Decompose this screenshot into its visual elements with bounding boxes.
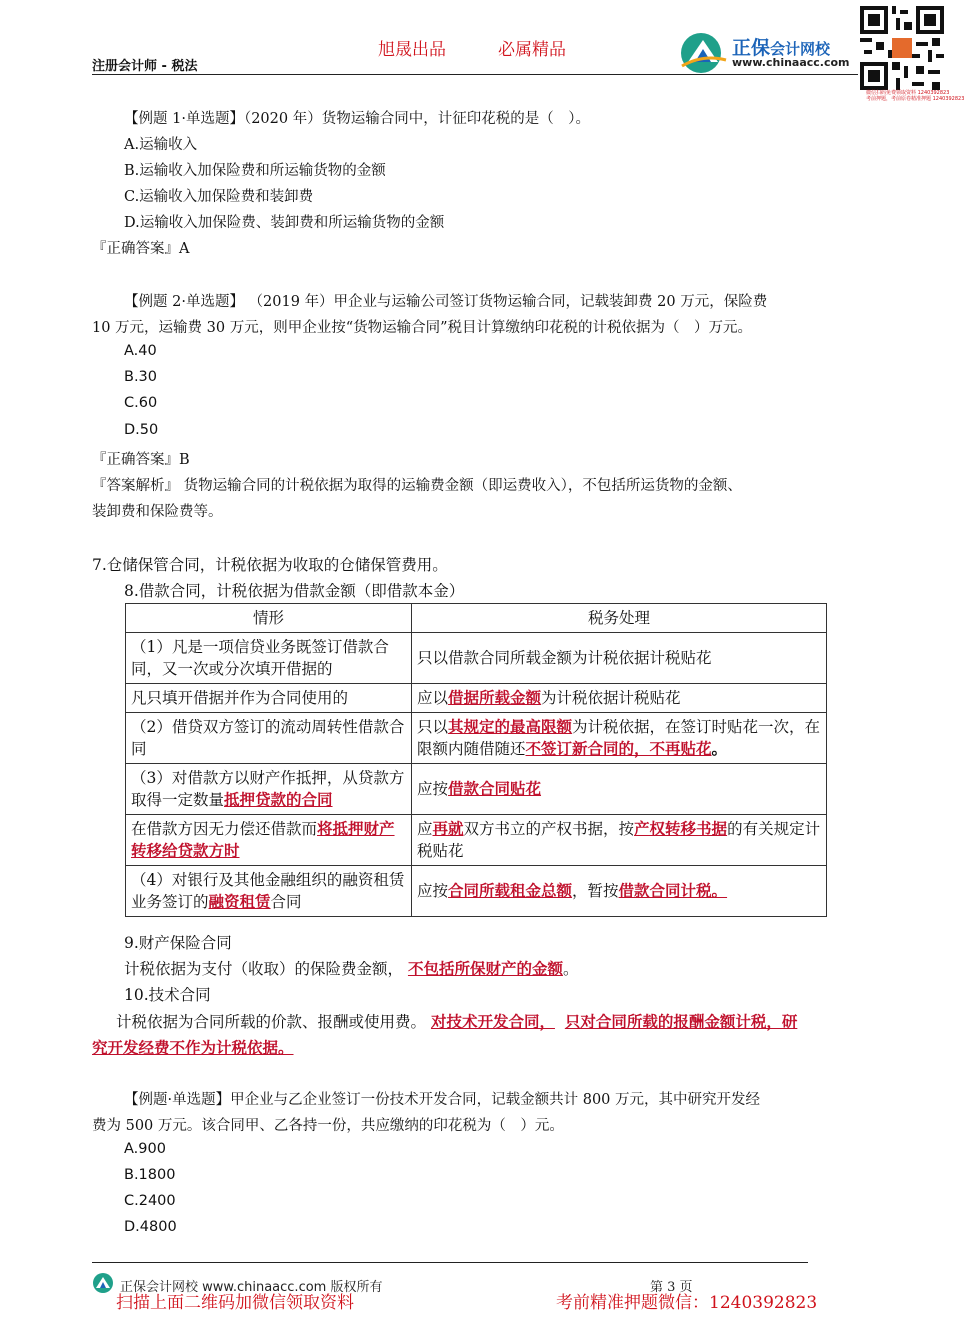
section-10-title: 10.技术合同	[124, 986, 211, 1004]
section-7: 7.仓储保管合同，计税依据为收取的仓储保管费用。	[92, 556, 448, 574]
q3-option-a: A.900	[124, 1141, 166, 1157]
table-header-row	[126, 604, 827, 633]
q2-option-a: A.40	[124, 343, 157, 359]
q3-option-d: D.4800	[124, 1219, 177, 1235]
table-row	[126, 815, 827, 866]
table-row	[126, 713, 827, 764]
table-cell: 只以借款合同所载金额为计税依据计税贴花	[412, 633, 827, 684]
page-number: 第 3 页	[650, 1280, 693, 1295]
q3-title-line1: 【例题·单选题】甲企业与乙企业签订一份技术开发合同，记载金额共计 800 万元，其中研究开发经	[124, 1092, 760, 1108]
footer-divider	[92, 1262, 808, 1263]
table-cell: 应再就双方书立的产权书据，按产权转移书据的有关规定计税贴花	[412, 815, 827, 866]
q2-analysis-line2: 装卸费和保险费等。	[92, 504, 223, 520]
chinaacc-logo-icon	[678, 30, 728, 76]
q1-title: 【例题 1·单选题】（2020 年）货物运输合同中，计征印花税的是（ ）。	[124, 111, 590, 127]
q2-option-c: C.60	[124, 395, 158, 411]
table-row	[126, 633, 827, 684]
q1-option-c: C.运输收入加保险费和装卸费	[124, 189, 314, 205]
table-header-situation: 情形	[126, 604, 412, 633]
q1-answer: 『正确答案』A	[92, 241, 190, 257]
table-cell: 只以其规定的最高限额为计税依据，在签订时贴花一次，在限额内随借随还不签订新合同的，不再贴花。	[412, 713, 827, 764]
footer-copyright: 正保会计网校 www.chinaacc.com 版权所有	[120, 1280, 383, 1295]
table-row	[126, 866, 827, 917]
qr-note: 微信扫码免费领取资料 1240392823 考前押题，考前原卷精准押题 1240392823	[866, 90, 964, 102]
loan-contract-table	[125, 603, 827, 917]
table-cell: 在借款方因无力偿还借款而将抵押财产转移给贷款方时	[126, 815, 412, 866]
q3-option-b: B.1800	[124, 1167, 176, 1183]
table-header-treatment: 税务处理	[412, 604, 827, 633]
table-cell: （2）借贷双方签订的流动周转性借款合同	[126, 713, 412, 764]
footer-logo-icon	[92, 1272, 114, 1294]
section-9-text: 计税依据为支付（收取）的保险费金额， 不包括所保财产的金额。	[124, 959, 579, 978]
q1-option-a: A.运输收入	[124, 137, 198, 153]
section-10-text-cont: 究开发经费不作为计税依据。	[92, 1038, 294, 1057]
slogan-left: 旭晟出品	[378, 40, 446, 60]
header-divider	[92, 74, 858, 75]
table-cell: 应以借据所载金额为计税依据计税贴花	[412, 684, 827, 713]
course-title: 注册会计师 - 税法	[92, 59, 198, 74]
slogan-right: 必属精品	[498, 40, 566, 60]
q3-option-c: C.2400	[124, 1193, 176, 1209]
table-row	[126, 684, 827, 713]
qr-code-icon	[860, 6, 944, 90]
table-row	[126, 764, 827, 815]
brand-url: www.chinaacc.com	[732, 56, 850, 69]
table-cell: 凡只填开借据并作为合同使用的	[126, 684, 412, 713]
footer-promo-left: 扫描上面二维码加微信领取资料	[116, 1293, 354, 1313]
q2-option-d: D.50	[124, 422, 159, 438]
table-cell: 应按借款合同贴花	[412, 764, 827, 815]
section-10-text: 计税依据为合同所载的价款、报酬或使用费。 对技术开发合同， 只对合同所载的报酬金额计税，研	[116, 1012, 798, 1031]
table-cell: （4）对银行及其他金融组织的融资租赁业务签订的融资租赁合同	[126, 866, 412, 917]
section-8: 8.借款合同，计税依据为借款金额（即借款本金）	[124, 582, 465, 600]
q2-answer: 『正确答案』B	[92, 452, 190, 468]
table-cell: （1）凡是一项信贷业务既签订借款合同，又一次或分次填开借据的	[126, 633, 412, 684]
footer-promo-right: 考前精准押题微信：1240392823	[556, 1293, 818, 1313]
q1-option-d: D.运输收入加保险费、装卸费和所运输货物的金额	[124, 215, 445, 231]
q2-title-line1: 【例题 2·单选题】 （2019 年）甲企业与运输公司签订货物运输合同，记载装卸费 20 万元，保险费	[124, 294, 768, 310]
q2-option-b: B.30	[124, 369, 158, 385]
q2-title-line2: 10 万元，运输费 30 万元，则甲企业按“货物运输合同”税目计算缴纳印花税的计税依据为（ ）万元。	[92, 320, 753, 336]
table-cell: 应按合同所载租金总额，暂按借款合同计税。	[412, 866, 827, 917]
table-cell: （3）对借款方以财产作抵押，从贷款方取得一定数量抵押贷款的合同	[126, 764, 412, 815]
q2-analysis-line1: 『答案解析』 货物运输合同的计税依据为取得的运输费金额（即运费收入），不包括所运货物的金额、	[92, 478, 742, 494]
brand-name: 正保会计网校	[732, 37, 831, 59]
q1-option-b: B.运输收入加保险费和所运输货物的金额	[124, 163, 386, 179]
section-9-title: 9.财产保险合同	[124, 934, 232, 952]
q3-title-line2: 费为 500 万元。该合同甲、乙各持一份，共应缴纳的印花税为（ ）元。	[92, 1118, 564, 1134]
